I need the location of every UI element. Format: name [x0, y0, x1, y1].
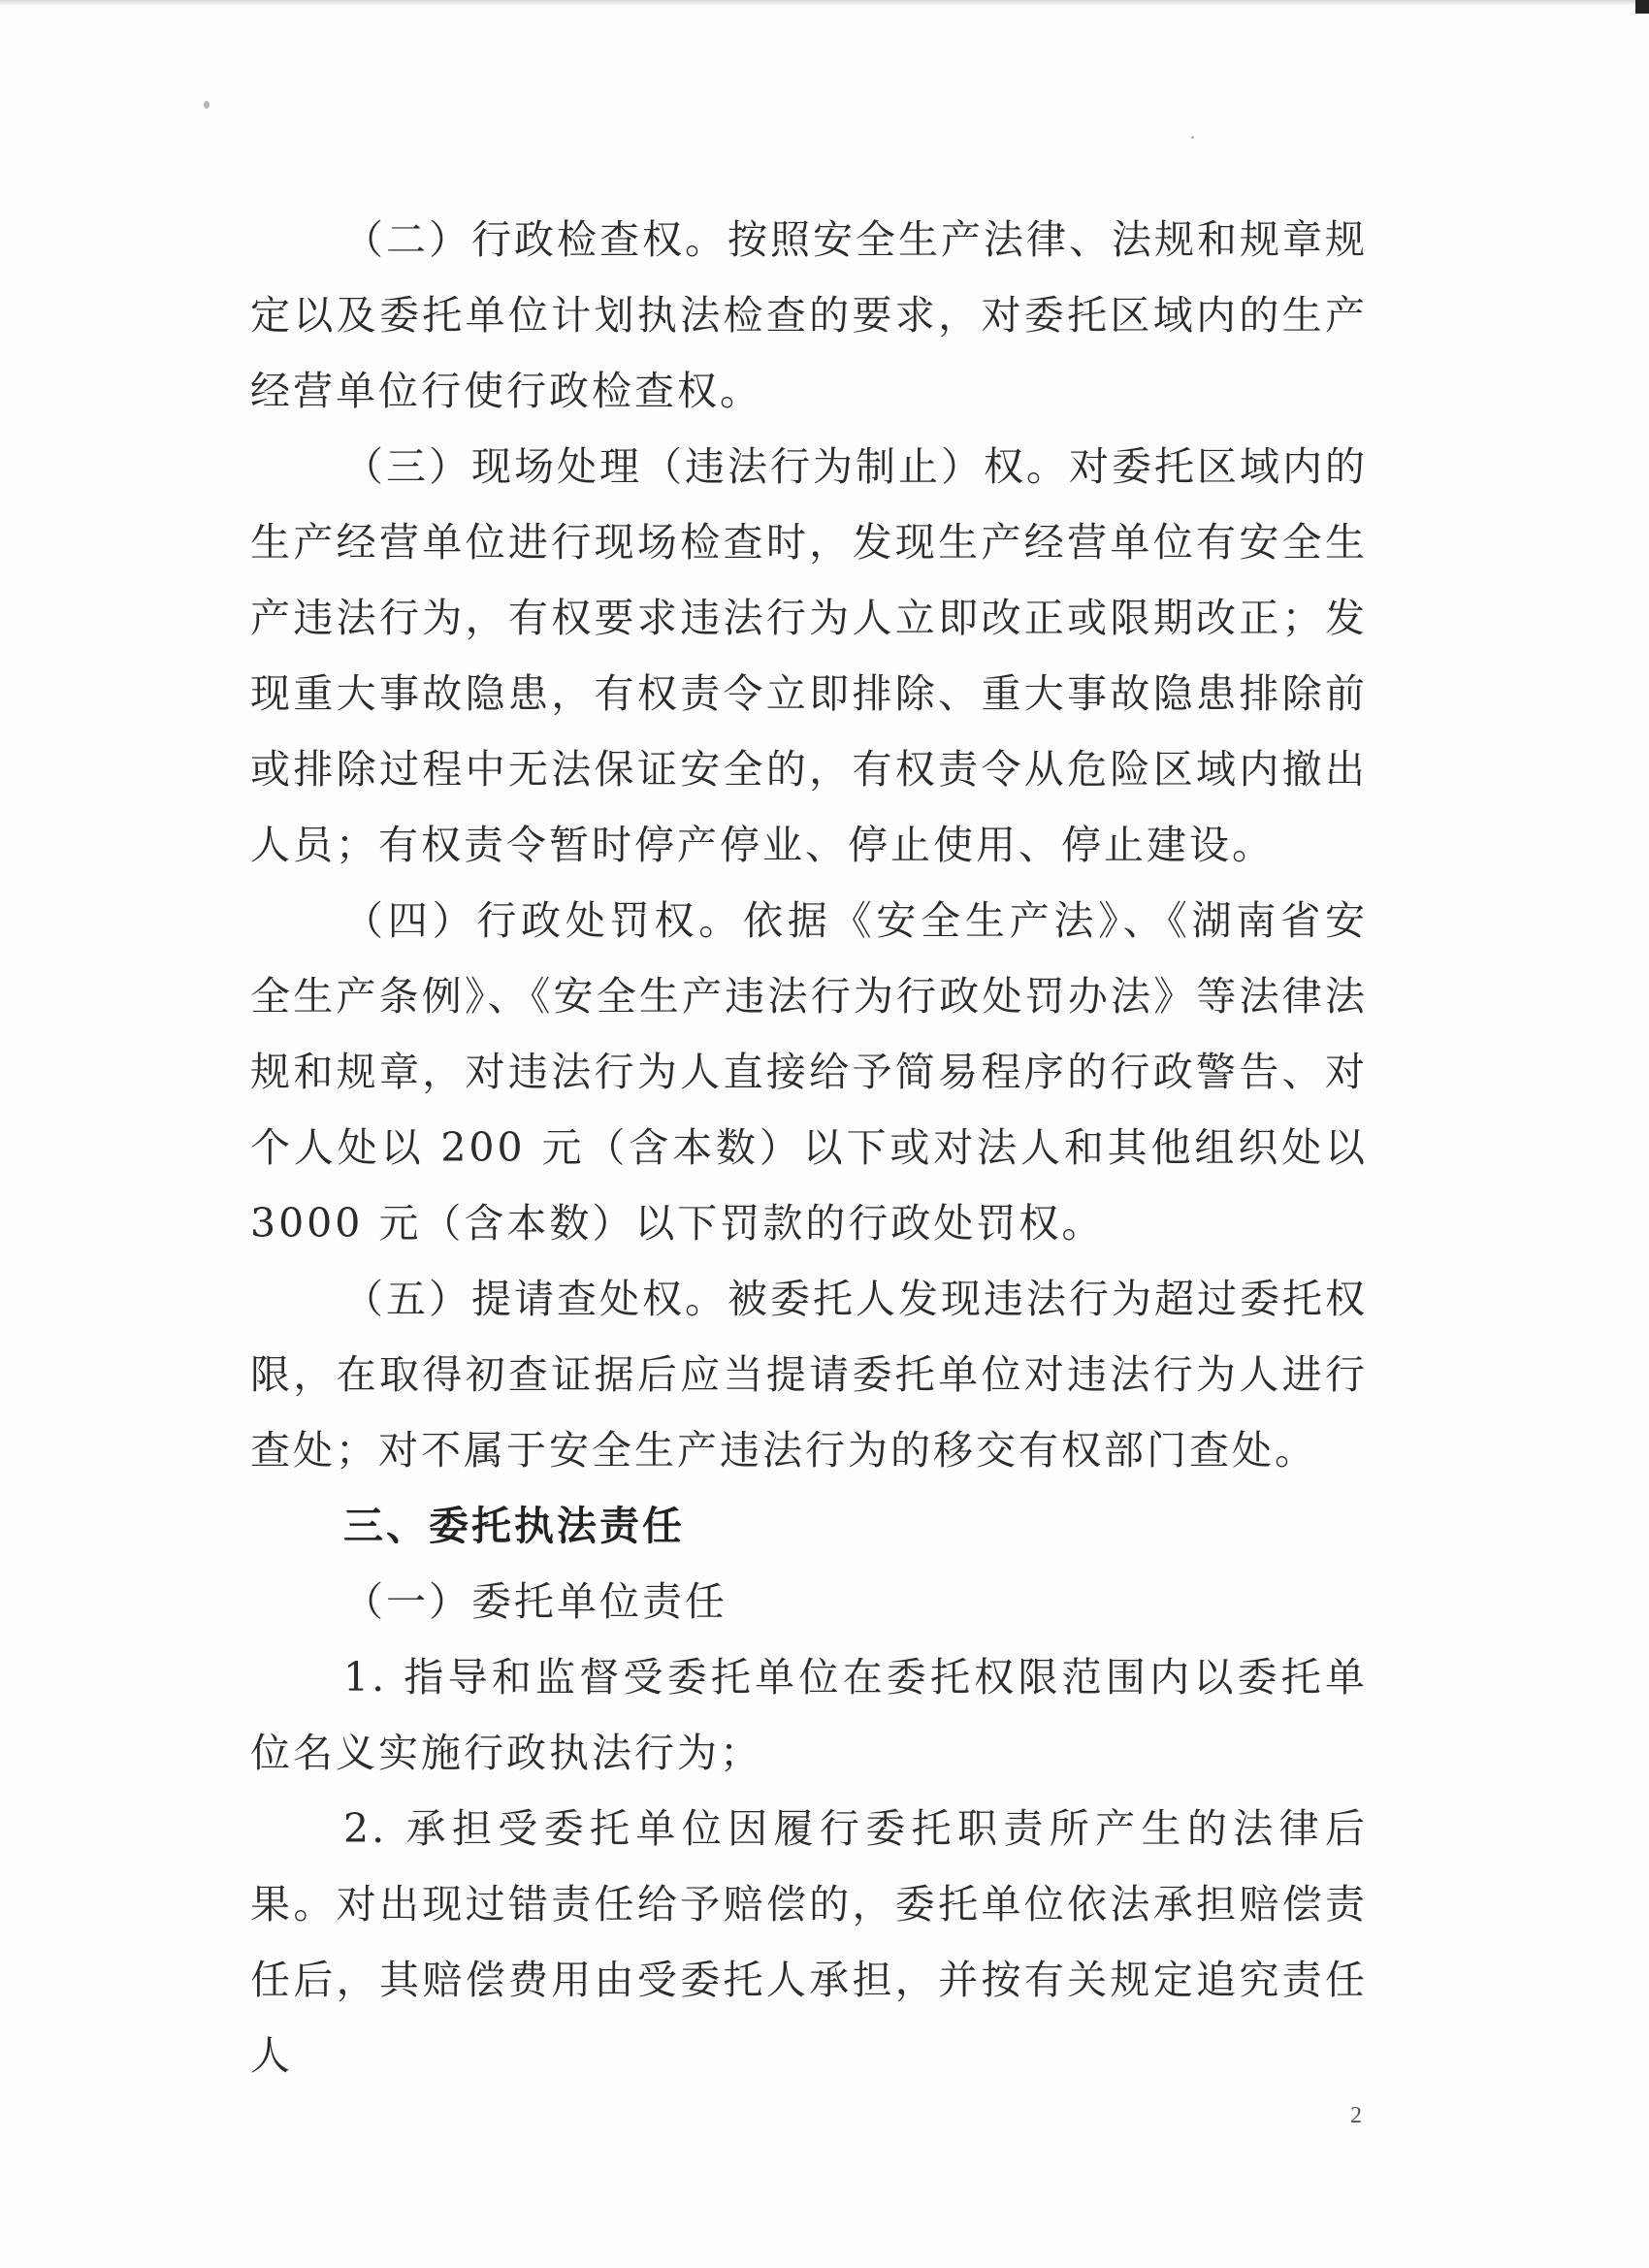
list-item-guide-supervise: 1. 指导和监督受委托单位在委托权限范围内以委托单位名义实施行政执法行为； [250, 1654, 1368, 1776]
list-item-legal-consequences: 2. 承担受委托单位因履行委托职责所产生的法律后果。对出现过错责任给予赔偿的，委托单位依法承担赔偿责任后，其赔偿费用由受委托人承担，并按有关规定追究责任人 [250, 1805, 1368, 2079]
section-heading-responsibility: 三、委托执法责任 [343, 1503, 685, 1549]
scan-edge [0, 0, 1649, 6]
document-body [250, 202, 1368, 2093]
paragraph-onsite-handling-right: （三）现场处理（违法行为制止）权。对委托区域内的生产经营单位进行现场检查时，发现生产经营单位有安全生产违法行为，有权要求违法行为人立即改正或限期改正；发现重大事故隐患，有权责令立即排除、重大事故隐患排除前或排除过程中无法保证安全的，有权责令从危险区域内撤出人员；有权责令暂时停产停业、停止使用、停止建设。 [250, 443, 1368, 868]
scan-speck [204, 101, 210, 109]
paragraph-penalty-right: （四）行政处罚权。依据《安全生产法》、《湖南省安全生产条例》、《安全生产违法行为行政处罚办法》等法律法规和规章，对违法行为人直接给予简易程序的行政警告、对个人处以 200 元（含本数）以下或对法人和其他组织处以 3000 元（含本数）以下罚款的行政处罚权。 [250, 897, 1368, 1247]
paragraph-inspection-right: （二）行政检查权。按照安全生产法律、法规和规章规定以及委托单位计划执法检查的要求，对委托区域内的生产经营单位行使行政检查权。 [250, 216, 1368, 414]
scan-corner-mark [1635, 0, 1649, 14]
paragraph-referral-right: （五）提请查处权。被委托人发现违法行为超过委托权限，在取得初查证据后应当提请委托单位对违法行为人进行查处；对不属于安全生产违法行为的移交有权部门查处。 [250, 1276, 1368, 1474]
subheading-entrusting-unit: （一）委托单位责任 [343, 1578, 728, 1625]
page-number: 2 [1350, 2103, 1362, 2128]
scan-speck [1191, 136, 1194, 139]
